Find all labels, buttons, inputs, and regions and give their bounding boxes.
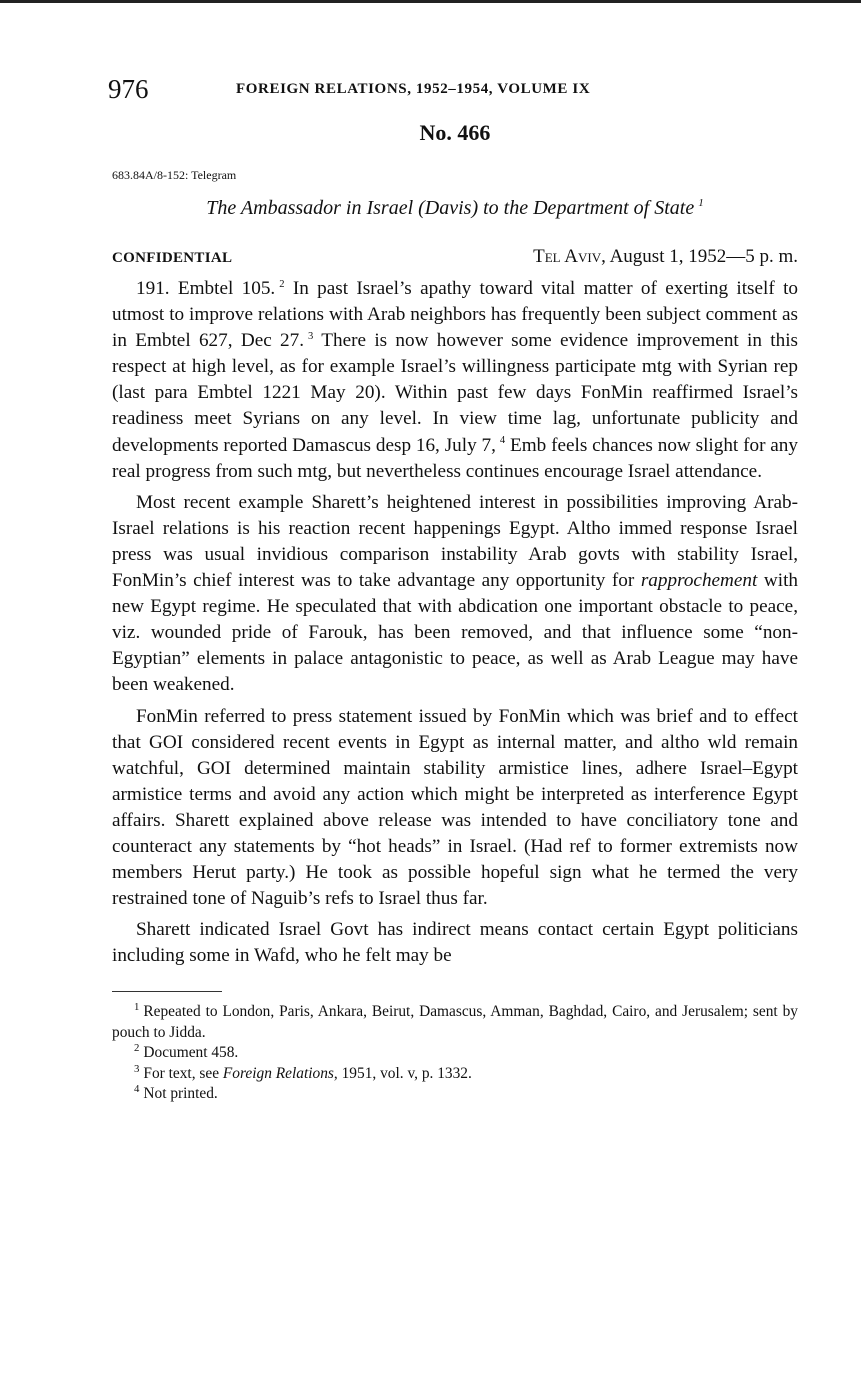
footnote-ref-1: 1: [698, 197, 704, 210]
footnote-text-post: , 1951, vol. v, p. 1332.: [333, 1064, 472, 1082]
footnote-ref-4: 4: [499, 435, 506, 447]
dateline: [112, 246, 798, 268]
footnote-ref-2: 2: [279, 278, 285, 290]
page-number: 976: [108, 74, 149, 104]
running-head: [108, 74, 798, 108]
footnote-mark: 3: [134, 1062, 140, 1075]
document-number: No. 466: [419, 120, 491, 145]
place-date: [533, 246, 798, 268]
document-title-text: The Ambassador in Israel (Davis) to the Department of State: [206, 197, 695, 219]
paragraph-2-a: Most recent example Sharett’s heightened interest in possibilities improving Arab-Israel relations is his reaction recent happenings Egypt. Altho immed response Israel press was usual invidious comparison instability Arab govts with stability Israel, FonMin’s chief interest was to take advantage any opportunity for: [112, 491, 798, 592]
file-reference: 683.84A/8-152: Telegram: [112, 168, 237, 182]
paragraph-2-emphasis: rapprochement: [640, 570, 758, 592]
paragraph-1: [112, 276, 798, 485]
paragraph-1-b: In past Israel’s apathy toward vital matter of exerting itself to utmost to improve relations with Arab neighbors has frequently been subject comment as in Embtel 627, Dec 27.: [112, 278, 798, 352]
footnote-3: [112, 1064, 798, 1085]
footnote-text: Repeated to London, Paris, Ankara, Beirut, Damascus, Amman, Baghdad, Cairo, and Jerusalem; sent by pouch to Jidda.: [112, 1003, 798, 1041]
footnote-4: [112, 1084, 798, 1105]
date-time: , August 1, 1952—5 p. m.: [601, 246, 798, 267]
footnote-ref-3: 3: [308, 330, 314, 342]
footnote-text-pre: For text, see: [143, 1064, 223, 1082]
paragraph-1-a: 191. Embtel 105.: [136, 278, 276, 299]
page: [108, 74, 799, 1105]
footnote-text: Document 458.: [143, 1044, 239, 1062]
paragraph-2: [112, 490, 798, 699]
paragraph-3: FonMin referred to press statement issued by FonMin which was brief and to effect that GOI considered recent events in Egypt as internal matter, and altho wld remain watchful, GOI determined maintain stability armistice lines, adhere Israel–Egypt armistice terms and avoid any action which might be interpreted as interference Egypt affairs. Sharett explained above release was intended to have conciliatory tone and counteract any statements by “hot heads” in Israel. (Had ref to former extremists now members Herut party.) He took as possible hopeful sign what he termed the very restrained tone of Naguib’s refs to Israel thus far.: [112, 705, 798, 910]
telegram-body: [112, 276, 798, 969]
footnote-text-emphasis: Foreign Relations: [222, 1064, 334, 1082]
footnote-divider: [112, 991, 222, 992]
running-title: FOREIGN RELATIONS, 1952–1954, VOLUME IX: [236, 81, 591, 97]
classification-label: CONFIDENTIAL: [112, 250, 233, 266]
top-edge-rule: [0, 0, 861, 3]
footnote-2: [112, 1043, 798, 1064]
document-title: [112, 197, 798, 220]
footnote-mark: 2: [134, 1042, 140, 1055]
footnote-text: Not printed.: [143, 1085, 218, 1103]
paragraph-2-b: with new Egypt regime. He speculated that with abdication one important obstacle to peace, viz. wounded pride of Farouk, has been removed, and that influence some “non-Egyptian” elements in palace antagonistic to peace, as well as Arab League may have been weakened.: [112, 570, 798, 696]
place-name: Tel Aviv: [533, 246, 602, 267]
paragraph-1-d: Emb feels chances now slight for any real progress from such mtg, but nevertheless continues encourage Israel attendance.: [112, 434, 798, 482]
paragraph-1-c: There is now however some evidence improvement in this respect at high level, as for example Israel’s willingness participate mtg with Syrian rep (last para Embtel 1221 May 20). Within past few days FonMin reaffirmed Israel’s readiness meet Syrians on any level. In view time lag, unfortunate publicity and developments reported Damascus desp 16, July 7,: [112, 330, 799, 456]
paragraph-4: Sharett indicated Israel Govt has indirect means contact certain Egypt politicians including some in Wafd, who he felt may be: [112, 919, 798, 967]
footnote-mark: 1: [134, 1001, 140, 1014]
footnotes: [112, 1002, 798, 1105]
footnote-1: [112, 1002, 798, 1043]
footnote-mark: 4: [134, 1083, 140, 1096]
